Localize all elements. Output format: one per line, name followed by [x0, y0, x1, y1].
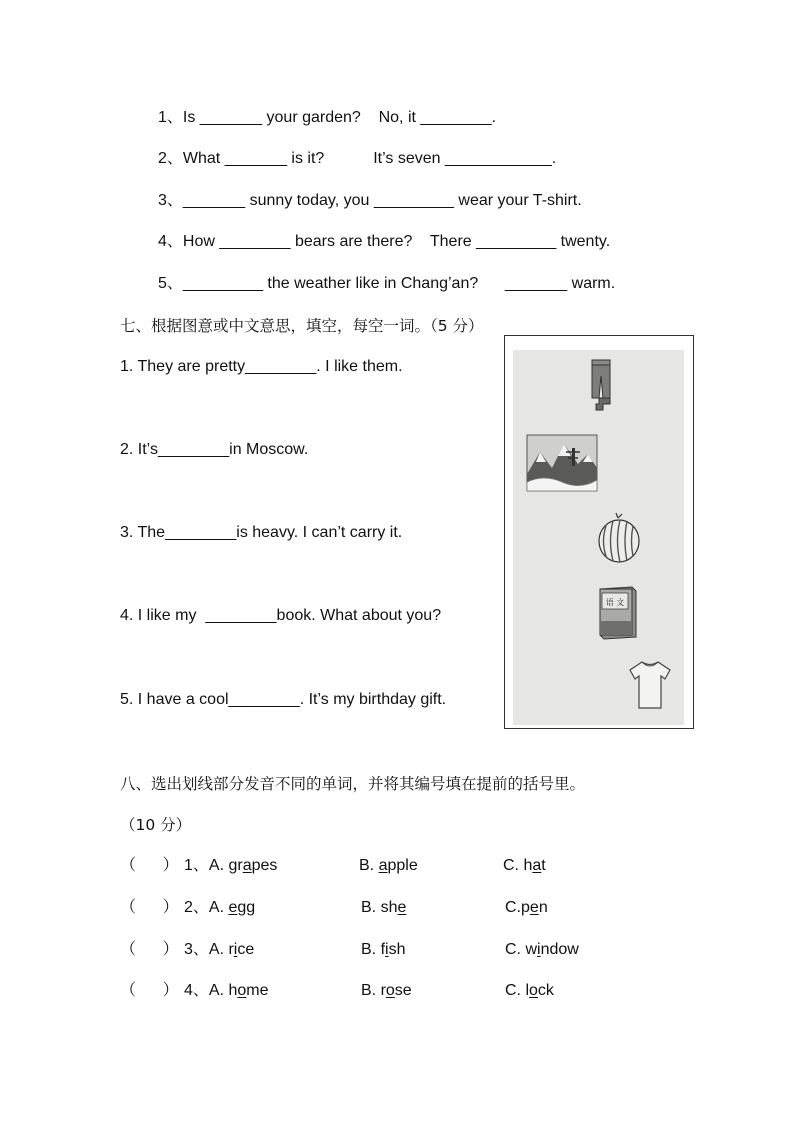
question-row-3 — [184, 940, 254, 960]
section8-heading: 八、选出划线部分发音不同的单词，并将其编号填在提前的括号里。 — [120, 775, 586, 793]
picture-item-5: 5. I have a cool________. It’s my birthday gift. — [120, 691, 447, 708]
answer-bracket[interactable]: （ ） — [120, 982, 179, 999]
picture-item-4: 4. I like my ________book. What about you? — [120, 607, 442, 624]
book-label: 语 文 — [605, 598, 625, 607]
fill-item-5: 5、_________ the weather like in Chang’an? _______ warm. — [158, 275, 616, 292]
option-b: B. she — [361, 899, 407, 916]
option-b: B. fish — [361, 941, 406, 958]
fill-item-3: 3、_______ sunny today, you _________ wear your T-shirt. — [158, 192, 582, 209]
watermelon-icon — [596, 512, 642, 564]
option-a: A. rice — [208, 941, 255, 958]
section8-score: （10 分） — [120, 816, 192, 834]
question-row-1 — [184, 856, 277, 876]
option-b: B. apple — [359, 857, 418, 874]
option-a: A. grapes — [208, 857, 278, 874]
question-row-2 — [184, 898, 255, 918]
picture-item-3: 3. The________is heavy. I can’t carry it. — [120, 524, 403, 541]
picture-item-1: 1. They are pretty________. I like them. — [120, 358, 403, 375]
t-shirt-icon — [628, 658, 672, 712]
picture-item-2: 2. It’s________in Moscow. — [120, 441, 309, 458]
answer-bracket[interactable]: （ ） — [120, 899, 179, 916]
answer-bracket[interactable]: （ ） — [120, 857, 179, 874]
question-row-4 — [184, 981, 269, 1001]
fill-item-4: 4、How ________ bears are there? There _________ twenty. — [158, 233, 611, 250]
pants-icon — [586, 358, 616, 416]
chinese-book-icon — [596, 585, 640, 641]
question-number: 1、 — [184, 857, 209, 874]
option-a: A. home — [208, 982, 269, 999]
fill-item-1: 1、Is _______ your garden? No, it ________. — [158, 109, 497, 126]
option-c: C. hat — [503, 857, 546, 874]
option-c: C.pen — [505, 899, 548, 916]
fill-item-2: 2、What _______ is it? It’s seven ____________. — [158, 150, 557, 167]
question-number: 3、 — [184, 941, 209, 958]
section7-heading: 七、根据图意或中文意思，填空，每空一词。（5 分） — [120, 317, 484, 335]
question-number: 4、 — [184, 982, 209, 999]
option-c: C. window — [505, 941, 579, 958]
answer-bracket[interactable]: （ ） — [120, 941, 179, 958]
question-number: 2、 — [184, 899, 209, 916]
option-a: A. egg — [208, 899, 256, 916]
option-c: C. lock — [505, 982, 554, 999]
snowy-mountain-icon — [526, 434, 598, 492]
option-b: B. rose — [361, 982, 412, 999]
